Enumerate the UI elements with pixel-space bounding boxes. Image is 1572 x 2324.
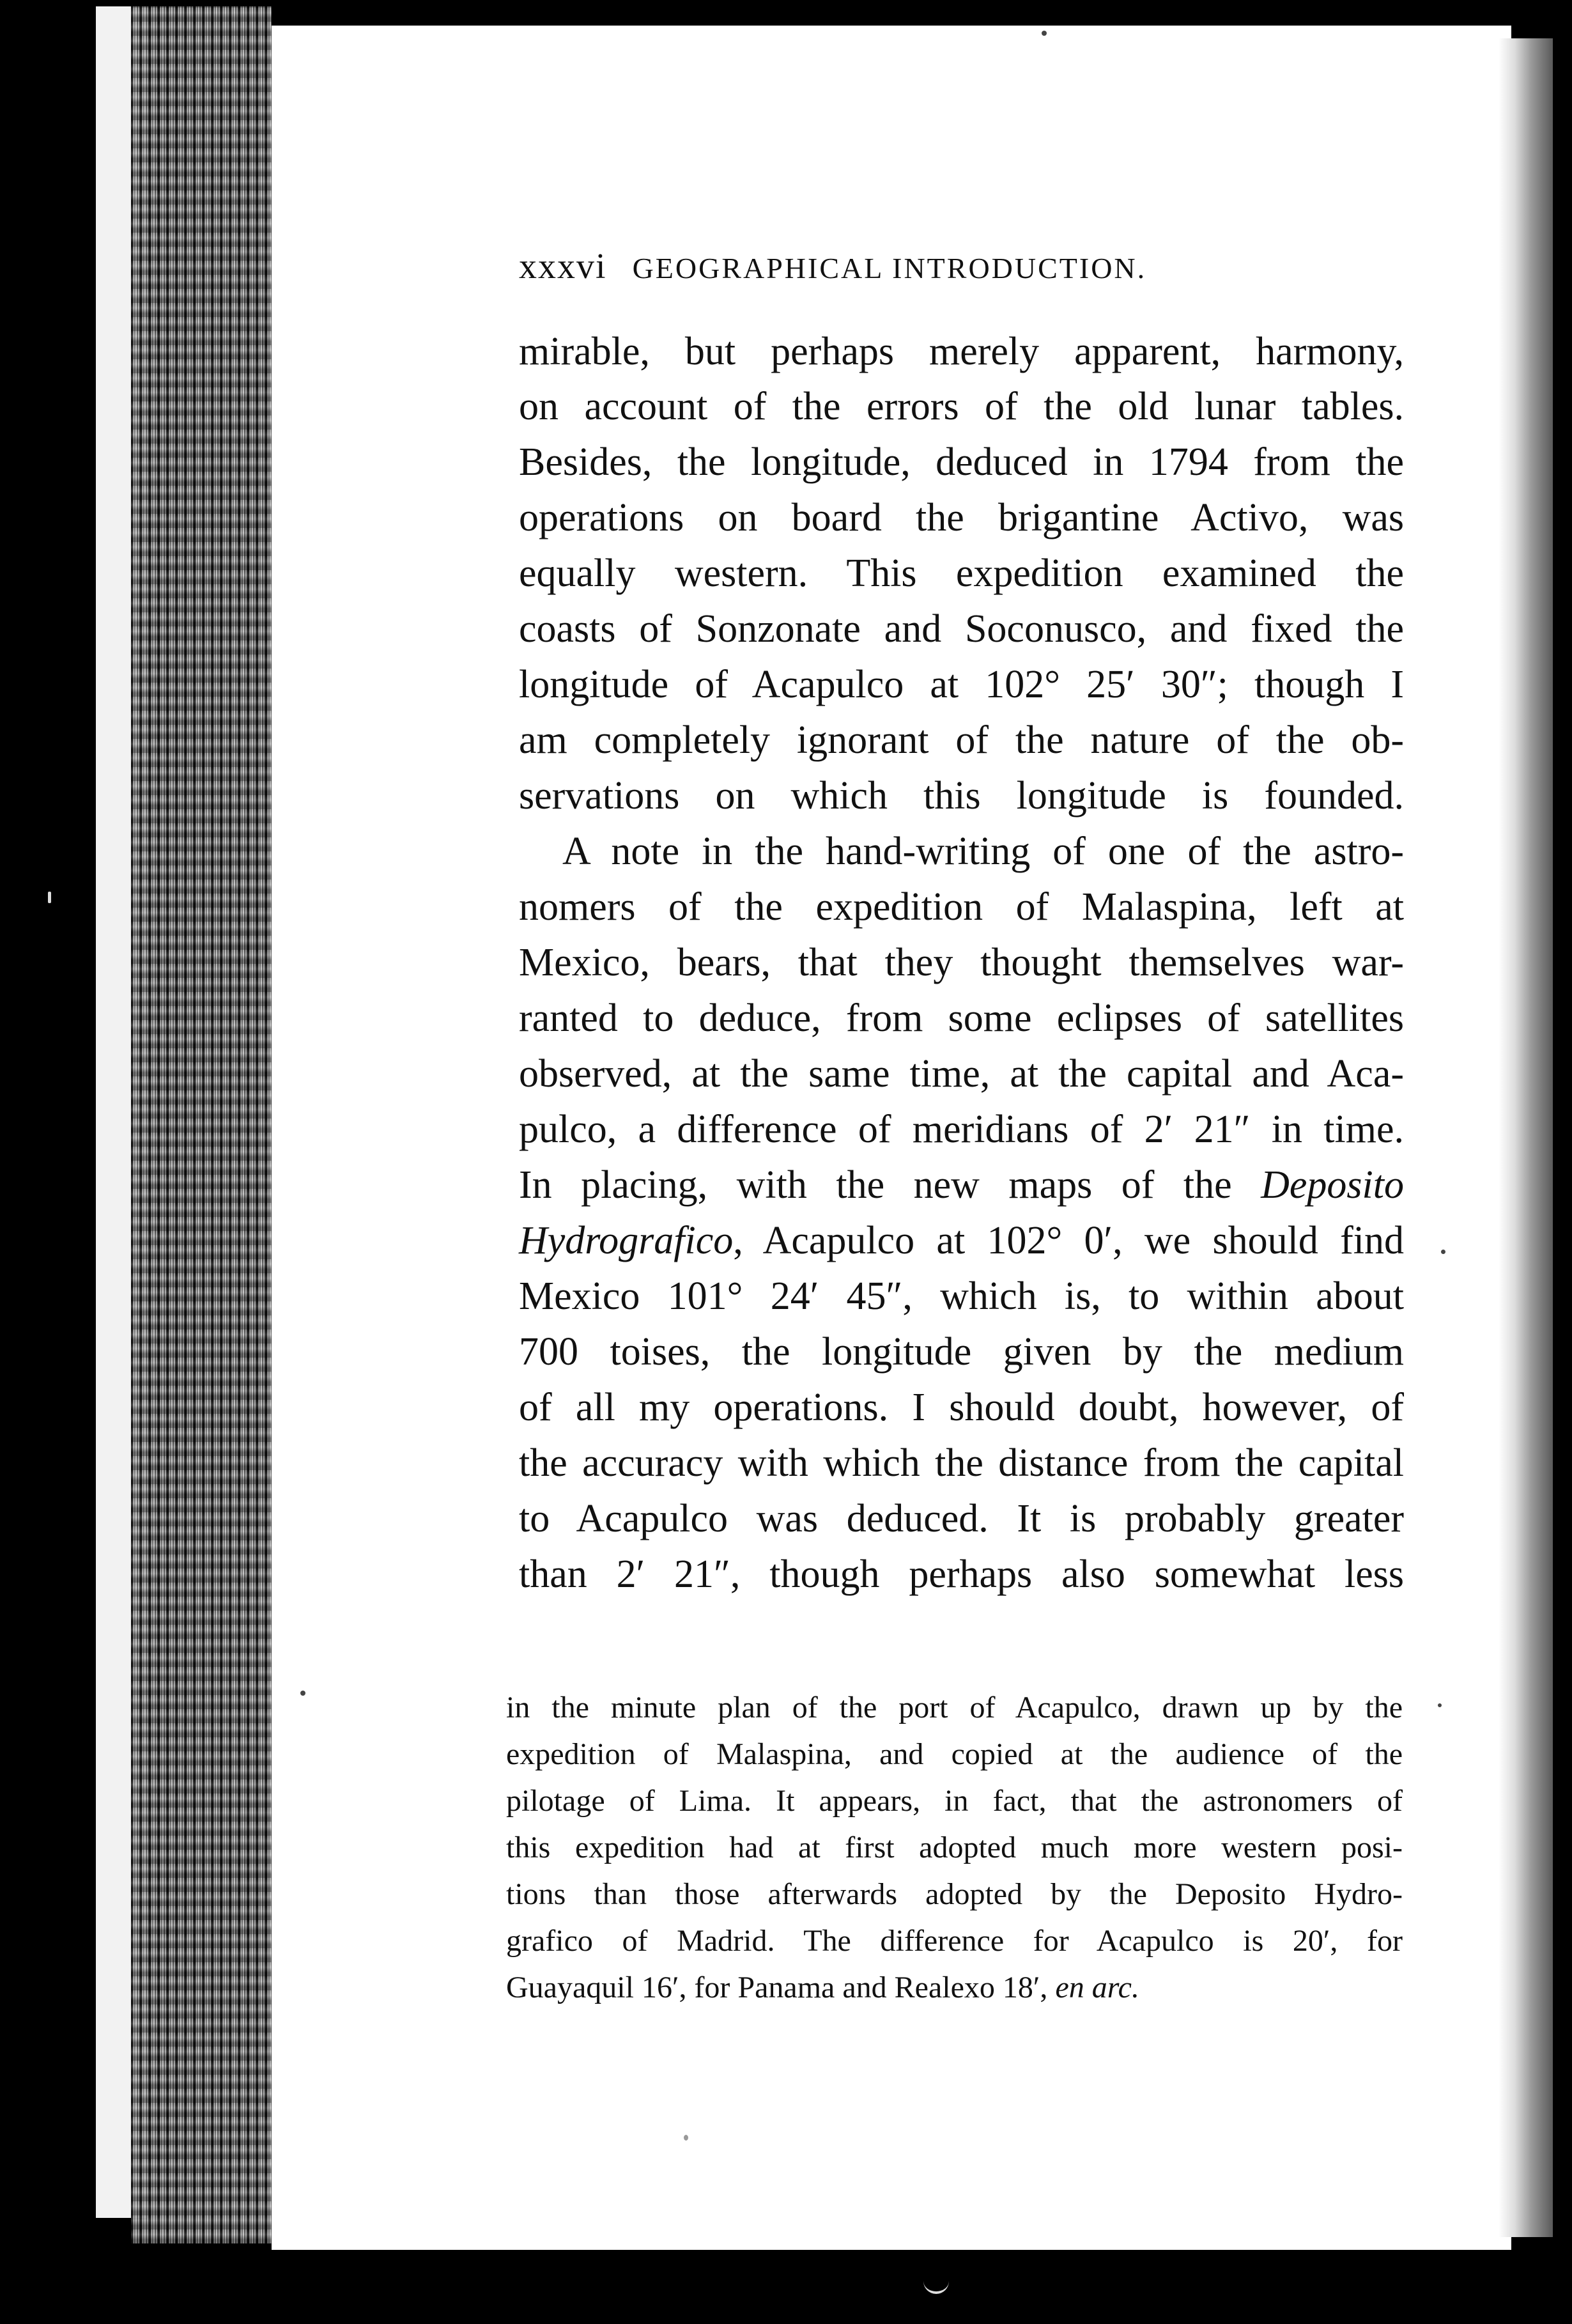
body-line: than 2′ 21″, though perhaps also somewhat less [519, 1553, 1404, 1596]
body-line: Mexico 101° 24′ 45″, which is, to within about [519, 1274, 1404, 1318]
body-line: observed, at the same time, at the capital and Aca- [519, 1052, 1404, 1096]
footnote-line: grafico of Madrid. The difference for Acapulco is 20′, for [506, 1924, 1403, 1958]
body-line: on account of the errors of the old lunar tables. [519, 385, 1404, 428]
body-line: to Acapulco was deduced. It is probably greater [519, 1497, 1404, 1540]
body-line: equally western. This expedition examined the [519, 552, 1404, 595]
body-line: In placing, with the new maps of the Deposito [519, 1163, 1404, 1207]
body-line: coasts of Sonzonate and Soconusco, and fixed the [519, 607, 1404, 651]
running-header [519, 246, 1260, 291]
body-line: the accuracy with which the distance from the capital [519, 1441, 1404, 1485]
body-line: 700 toises, the longitude given by the medium [519, 1330, 1404, 1374]
footnote-line: in the minute plan of the port of Acapulco, drawn up by the [506, 1691, 1403, 1724]
body-line: longitude of Acapulco at 102° 25′ 30″; though I [519, 663, 1404, 706]
scan-speck [684, 2135, 688, 2141]
scan-speck [300, 1691, 305, 1696]
body-line: Mexico, bears, that they thought themselves war- [519, 941, 1404, 984]
binding-shadow [131, 6, 272, 2243]
footnote-line: tions than those afterwards adopted by the Deposito Hydro- [506, 1877, 1403, 1911]
body-line: nomers of the expedition of Malaspina, left at [519, 885, 1404, 929]
body-line: ranted to deduce, from some eclipses of satellites [519, 996, 1404, 1040]
page-right-edge-shadow [1499, 38, 1553, 2237]
scan-speck [1438, 1703, 1442, 1707]
body-line: Besides, the longitude, deduced in 1794 from the [519, 440, 1404, 484]
scan-speck [1042, 31, 1047, 36]
scan-mark [923, 2272, 949, 2294]
footnote-line: pilotage of Lima. It appears, in fact, that the astronomers of [506, 1784, 1403, 1818]
footnote-line: expedition of Malaspina, and copied at the audience of the [506, 1737, 1403, 1771]
body-line: am completely ignorant of the nature of the ob- [519, 718, 1404, 762]
body-line: operations on board the brigantine Activo, was [519, 496, 1404, 539]
running-title: GEOGRAPHICAL INTRODUCTION. [632, 252, 1147, 284]
page-number: xxxvi [519, 247, 607, 286]
scan-speck [1441, 1250, 1445, 1254]
footnote-line: this expedition had at first adopted much more western posi- [506, 1831, 1403, 1864]
body-line: of all my operations. I should doubt, however, of [519, 1386, 1404, 1429]
body-line: Hydrografico, Acapulco at 102° 0′, we should find [519, 1219, 1404, 1262]
scan-speck [48, 892, 51, 903]
footnote-line: Guayaquil 16′, for Panama and Realexo 18′, en arc. [506, 1971, 1139, 2004]
body-line: A note in the hand-writing of one of the astro- [562, 830, 1404, 873]
body-line: servations on which this longitude is founded. [519, 774, 1404, 817]
body-line: mirable, but perhaps merely apparent, harmony, [519, 330, 1404, 373]
body-line: pulco, a difference of meridians of 2′ 21″ in time. [519, 1108, 1404, 1151]
